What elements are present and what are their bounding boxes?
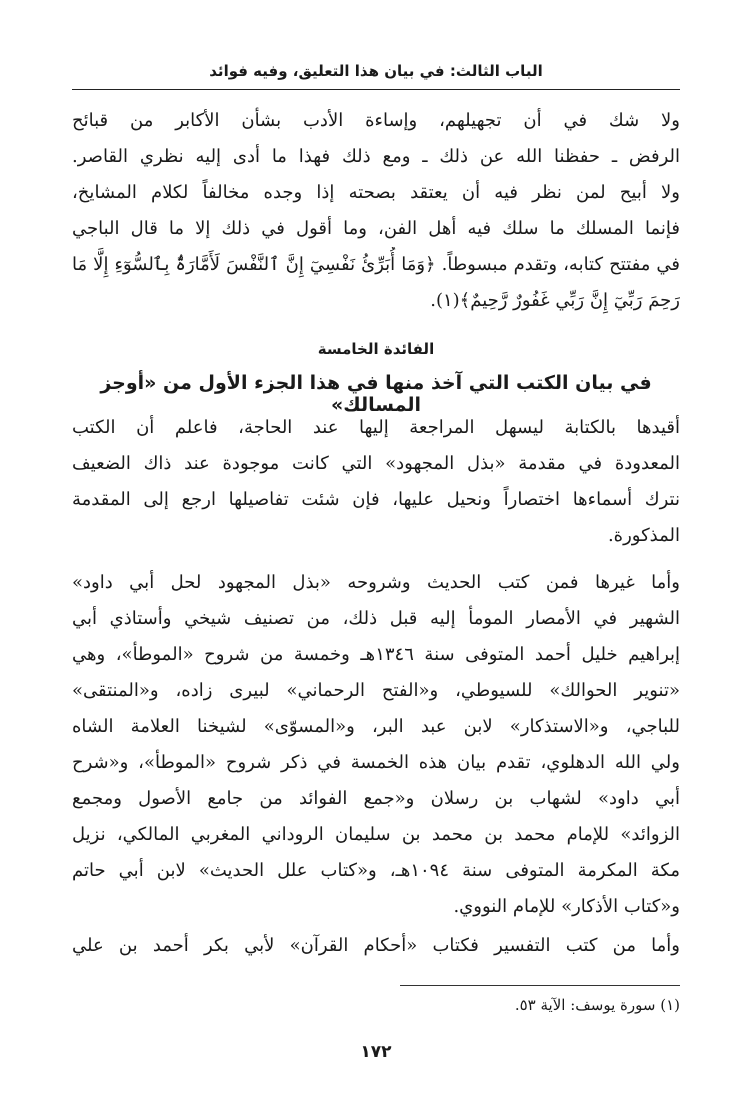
text-line: الزوائد» للإمام محمد بن محمد بن سليمان الروداني المغربي المالكي، نزيل bbox=[72, 824, 680, 845]
section-title: في بيان الكتب التي آخذ منها في هذا الجزء الأول من «أوجز المسالك» bbox=[100, 372, 652, 416]
text-line: للباجي، و«الاستذكار» لابن عبد البر، و«المسوّى» لشيخنا العلامة الشاه bbox=[72, 716, 680, 737]
text-line: فإنما المسلك ما سلك فيه أهل الفن، وما أقول في ذلك إلا ما قال الباجي bbox=[72, 218, 680, 239]
text-line: الشهير في الأمصار المومأ إليه قبل ذلك، من تصنيف شيخي وأستاذي أبي bbox=[72, 608, 680, 629]
text-line: أبي داود» لشهاب بن رسلان و«جمع الفوائد من جامع الأصول ومجمع bbox=[72, 788, 680, 809]
text-line: ولي الله الدهلوي، تقدم بيان هذه الخمسة في ذكر شروح «الموطأ»، و«شرح bbox=[72, 752, 680, 773]
text-line: في مفتتح كتابه، وتقدم مبسوطاً. ﴿وَمَا أُبَرِّئُ نَفْسِيٓ إِنَّ ٱلنَّفْسَ لَأَمَّارَةٌۢ بِٱلسُّوٓءِ إِلَّا مَا bbox=[72, 254, 680, 275]
text-line: ولا أبيح لمن نظر فيه أن يعتقد بصحته إذا وجده مخالفاً لكلام المشايخ، bbox=[72, 182, 680, 203]
text-line: إبراهيم خليل أحمد المتوفى سنة ١٣٤٦هـ وخمسة من شروح «الموطأ»، وهي bbox=[72, 644, 680, 665]
text-line: وأما غيرها فمن كتب الحديث وشروحه «بذل المجهود لحل أبي داود» bbox=[72, 572, 680, 593]
text-line: و«كتاب الأذكار» للإمام النووي. bbox=[453, 896, 680, 917]
paragraph-1 bbox=[72, 103, 680, 319]
text-line: رَحِمَ رَبِّيٓ إِنَّ رَبِّي غَفُورٌ رَّحِيمٌ﴾(١). bbox=[430, 290, 680, 311]
page-number: ١٧٢ bbox=[360, 1042, 392, 1062]
section-label: الفائدة الخامسة bbox=[317, 340, 435, 358]
text-line: «تنوير الحوالك» للسيوطي، و«الفتح الرحماني» لبيرى زاده، و«المنتقى» bbox=[72, 680, 680, 701]
text-line: المذكورة. bbox=[607, 525, 680, 546]
text-line: أقيدها بالكتابة ليسهل المراجعة إليها عند الحاجة، فاعلم أن الكتب bbox=[72, 417, 680, 438]
paragraph-2 bbox=[72, 410, 680, 554]
text-line: الرفض ـ حفظنا الله عن ذلك ـ ومع ذلك فهذا ما أدى إليه نظري القاصر. bbox=[72, 146, 680, 167]
header-divider bbox=[72, 89, 680, 90]
paragraph-4 bbox=[72, 928, 680, 964]
footnote: (١) سورة يوسف: الآية ٥٣. bbox=[514, 996, 680, 1014]
text-line: مكة المكرمة المتوفى سنة ١٠٩٤هـ، و«كتاب علل الحديث» لابن أبي حاتم bbox=[72, 860, 680, 881]
paragraph-3 bbox=[72, 565, 680, 925]
footnote-divider bbox=[400, 985, 680, 986]
text-line: نترك أسماءها اختصاراً ونحيل عليها، فإن شئت تفاصيلها ارجع إلى المقدمة bbox=[72, 489, 680, 510]
text-line: المعدودة في مقدمة «بذل المجهود» التي كانت موجودة عند ذاك الضعيف bbox=[72, 453, 680, 474]
text-line: ولا شك في أن تجهيلهم، وإساءة الأدب بشأن الأكابر من قبائح bbox=[72, 110, 680, 131]
running-header: الباب الثالث: في بيان هذا التعليق، وفيه فوائد bbox=[209, 62, 543, 80]
text-line: وأما من كتب التفسير فكتاب «أحكام القرآن» لأبي بكر أحمد بن علي bbox=[72, 935, 680, 956]
